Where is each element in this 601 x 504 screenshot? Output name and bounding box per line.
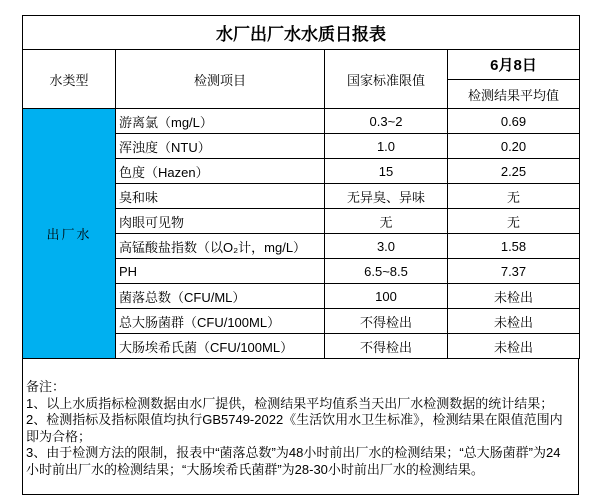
limit-cell: 3.0	[325, 234, 448, 259]
item-cell: 菌落总数（CFU/ML）	[116, 284, 325, 309]
limit-cell: 不得检出	[325, 309, 448, 334]
limit-cell: 不得检出	[325, 334, 448, 359]
result-cell: 0.69	[448, 109, 580, 134]
col-header-avg-result: 检测结果平均值	[448, 80, 580, 109]
limit-cell: 6.5~8.5	[325, 259, 448, 284]
limit-cell: 0.3~2	[325, 109, 448, 134]
notes-label: 备注：	[26, 379, 66, 394]
item-cell: 臭和味	[116, 184, 325, 209]
col-header-item: 检测项目	[116, 50, 325, 109]
limit-cell: 100	[325, 284, 448, 309]
col-header-water-type: 水类型	[23, 50, 116, 109]
item-cell: 色度（Hazen）	[116, 159, 325, 184]
item-cell: 浑浊度（NTU）	[116, 134, 325, 159]
result-cell: 7.37	[448, 259, 580, 284]
item-cell: 大肠埃希氏菌（CFU/100ML）	[116, 334, 325, 359]
result-cell: 0.20	[448, 134, 580, 159]
col-header-date: 6月8日	[448, 50, 580, 80]
col-header-limit: 国家标准限值	[325, 50, 448, 109]
item-cell: 总大肠菌群（CFU/100ML）	[116, 309, 325, 334]
result-cell: 无	[448, 184, 580, 209]
limit-cell: 无	[325, 209, 448, 234]
report-table	[22, 15, 580, 359]
item-cell: PH	[116, 259, 325, 284]
item-cell: 肉眼可见物	[116, 209, 325, 234]
note-item-3: 3、由于检测方法的限制，报表中“菌落总数”为48小时前出厂水的检测结果；“总大肠菌群”为24小时前出厂水的检测结果；“大肠埃希氏菌群”为28-30小时前出厂水的检测结果。	[26, 445, 561, 477]
limit-cell: 无异臭、异味	[325, 184, 448, 209]
result-cell: 2.25	[448, 159, 580, 184]
water-quality-report	[22, 15, 579, 495]
water-type-cell: 出厂水	[23, 109, 116, 359]
item-cell: 游离氯（mg/L）	[116, 109, 325, 134]
result-cell: 未检出	[448, 284, 580, 309]
note-item-2: 2、检测指标及指标限值均执行GB5749-2022《生活饮用水卫生标准》，检测结果在限值范围内即为合格；	[26, 412, 563, 444]
limit-cell: 1.0	[325, 134, 448, 159]
result-cell: 未检出	[448, 334, 580, 359]
item-cell: 高锰酸盐指数（以O₂计，mg/L）	[116, 234, 325, 259]
limit-cell: 15	[325, 159, 448, 184]
result-cell: 无	[448, 209, 580, 234]
table-row	[23, 109, 580, 134]
note-item-1: 1、以上水质指标检测数据由水厂提供，检测结果平均值系当天出厂水检测数据的统计结果；	[26, 395, 554, 411]
result-cell: 1.58	[448, 234, 580, 259]
page-title: 水厂出厂水水质日报表	[23, 16, 580, 50]
result-cell: 未检出	[448, 309, 580, 334]
notes-section	[22, 358, 579, 495]
